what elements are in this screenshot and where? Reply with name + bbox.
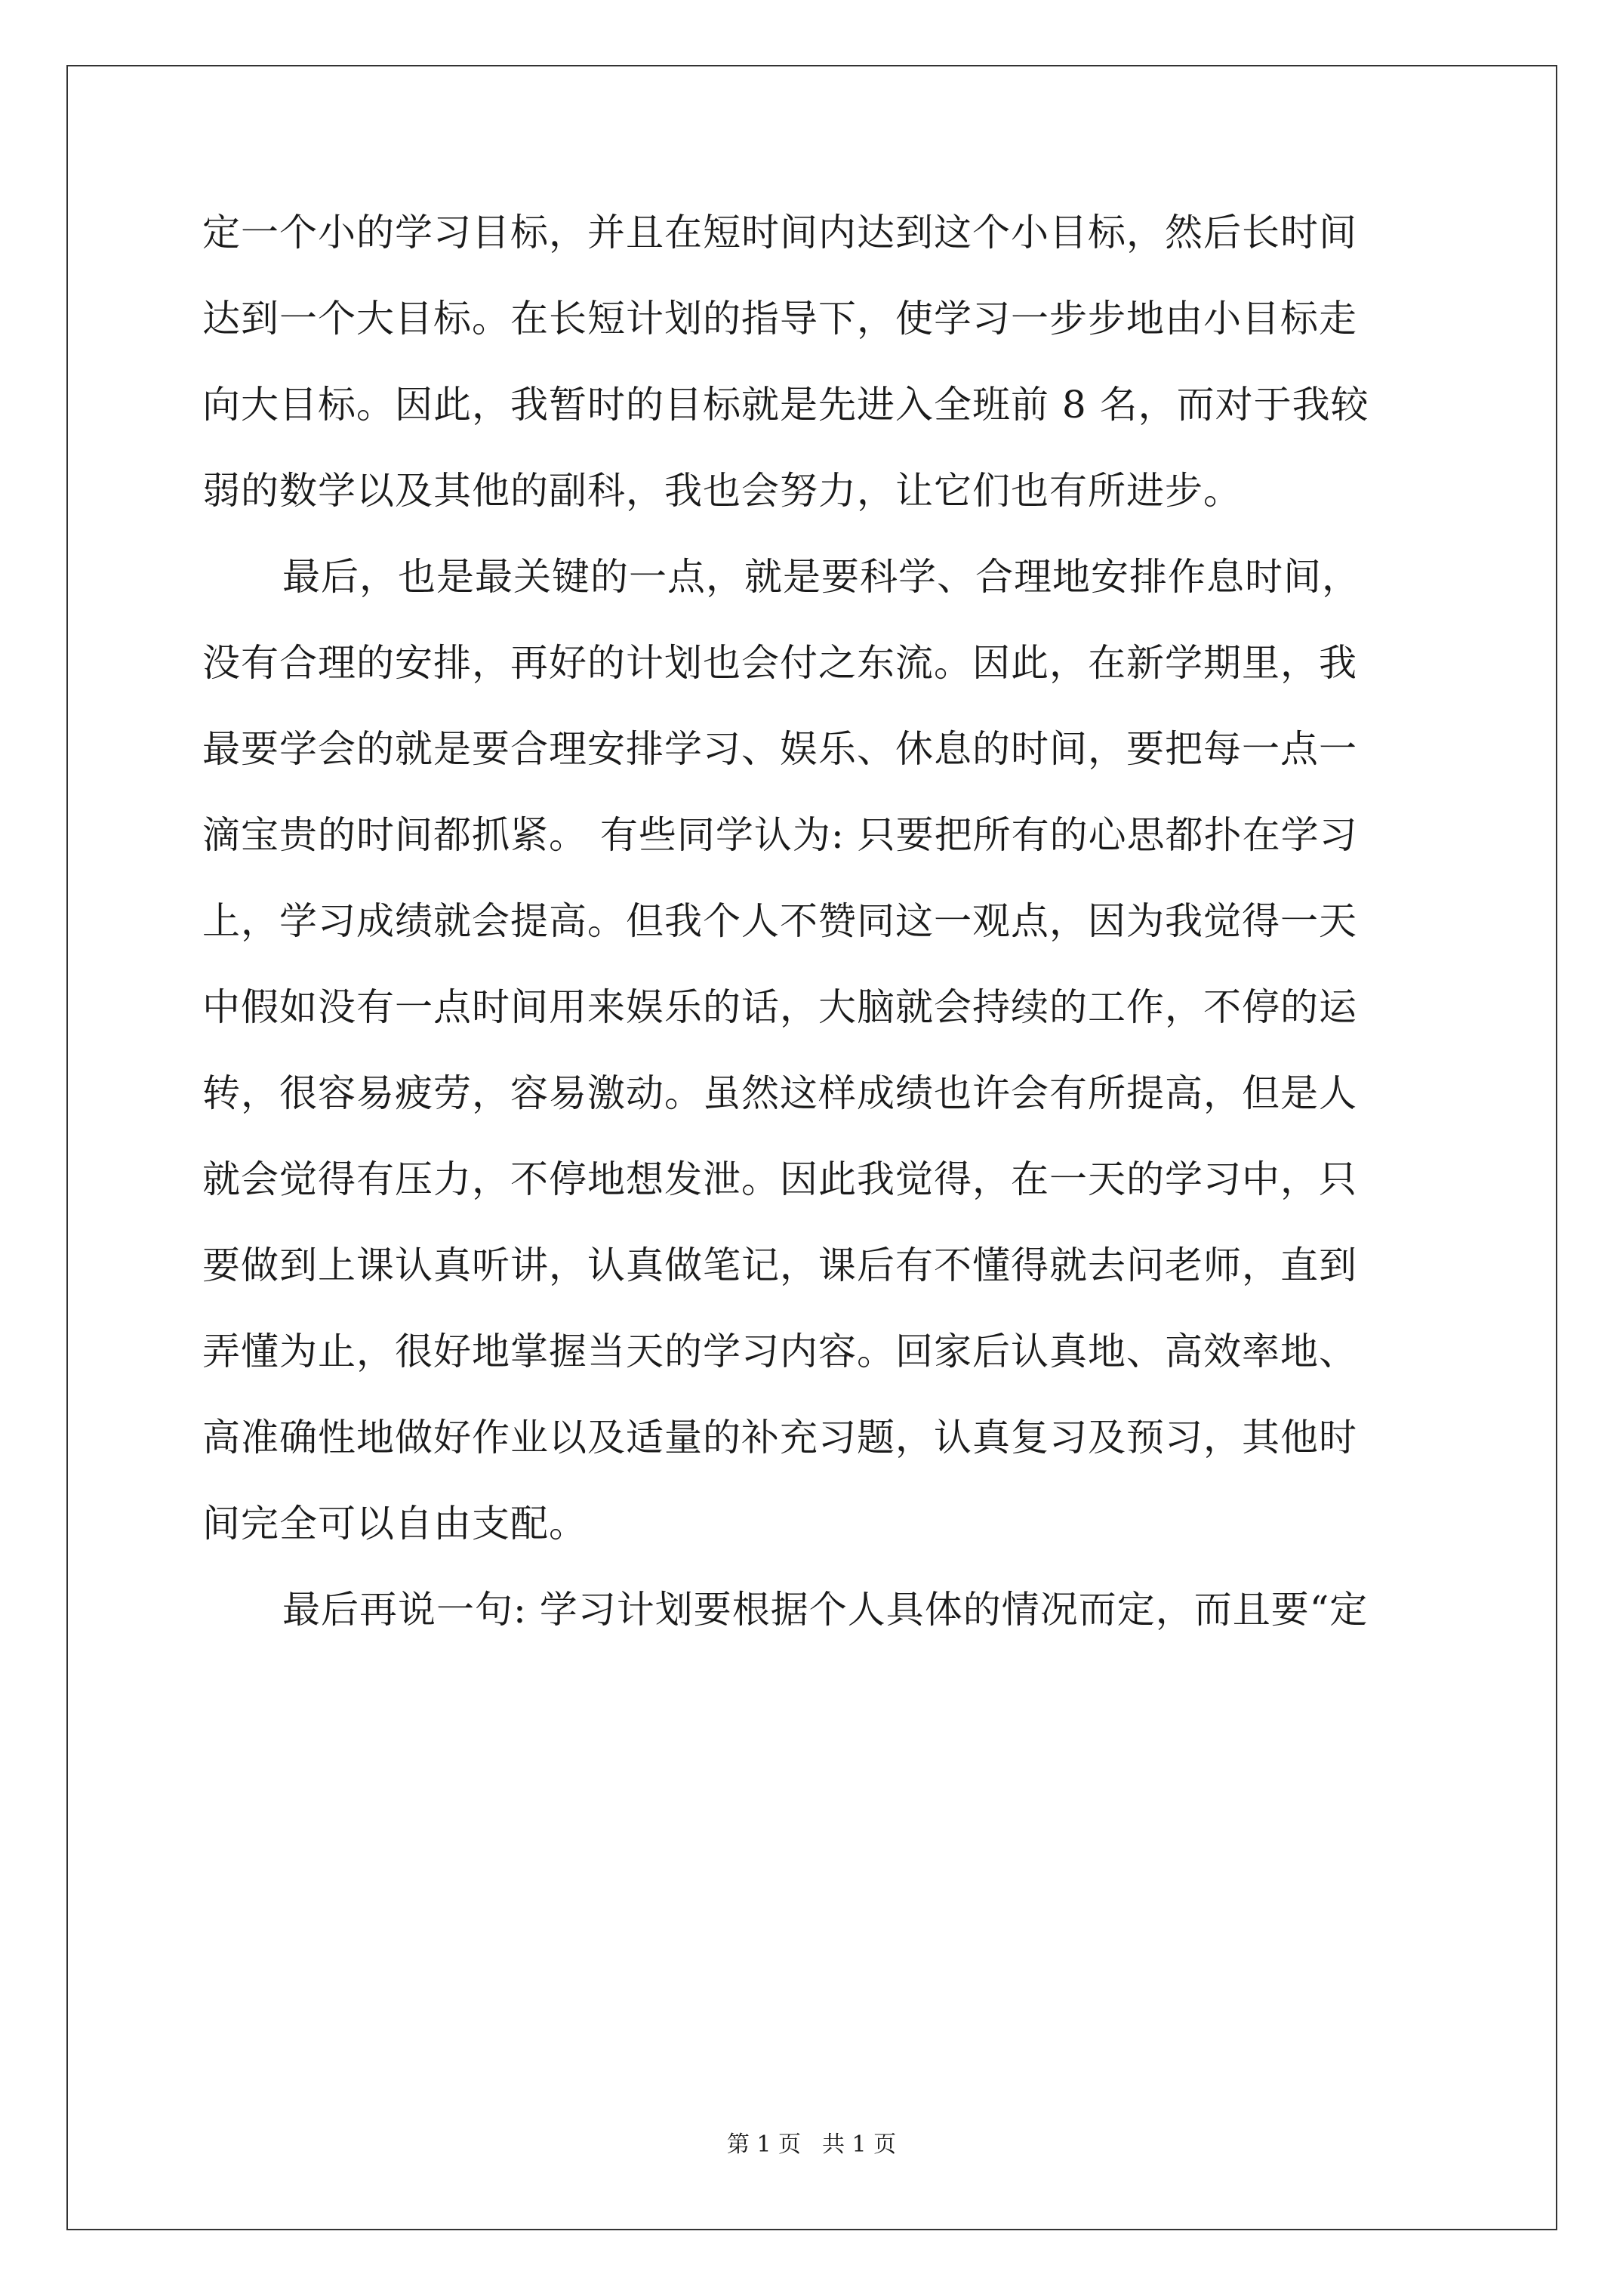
text-line: 滴宝贵的时间都抓紧。 有些同学认为: 只要把所有的心思都扑在学习 [202, 813, 1358, 857]
text-line: 定一个小的学习目标，并且在短时间内达到这个小目标，然后长时间 [202, 211, 1357, 254]
text-line: 中假如没有一点时间用来娱乐的话，大脑就会持续的工作，不停的运 [202, 985, 1357, 1029]
text-line: 最要学会的就是要合理安排学习、娱乐、休息的时间，要把每一点一 [202, 727, 1357, 771]
text-line: 弄懂为止，很好地掌握当天的学习内容。回家后认真地、高效率地、 [202, 1330, 1357, 1373]
text-line: 向大目标。因此，我暂时的目标就是先进入全班前 8 名，而对于我较 [202, 383, 1369, 427]
text-line: 转，很容易疲劳，容易激动。虽然这样成绩也许会有所提高，但是人 [202, 1071, 1357, 1115]
page-total: 共 1 页 [822, 2131, 897, 2158]
text-line: 就会觉得有压力，不停地想发泄。因此我觉得，在一天的学习中，只 [202, 1157, 1357, 1201]
text-line: 高准确性地做好作业以及适量的补充习题，认真复习及预习，其他时 [202, 1416, 1357, 1459]
page-number: 第 1 页 [726, 2131, 801, 2158]
text-line: 最后再说一句: 学习计划要根据个人具体的情况而定，而且要“定 [282, 1588, 1369, 1632]
text-line: 上，学习成绩就会提高。但我个人不赞同这一观点，因为我觉得一天 [202, 899, 1357, 943]
text-line: 达到一个大目标。在长短计划的指导下，使学习一步步地由小目标走 [202, 297, 1357, 341]
text-line: 最后，也是最关键的一点，就是要科学、合理地安排作息时间， [282, 555, 1360, 599]
text-line: 没有合理的安排，再好的计划也会付之东流。因此，在新学期里，我 [202, 641, 1357, 685]
page-footer [0, 2131, 1623, 2159]
text-line: 间完全可以自由支配。 [202, 1502, 587, 1546]
text-line: 弱的数学以及其他的副科，我也会努力，让它们也有所进步。 [202, 469, 1242, 513]
text-line: 要做到上课认真听讲，认真做笔记，课后有不懂得就去问老师，直到 [202, 1244, 1357, 1287]
